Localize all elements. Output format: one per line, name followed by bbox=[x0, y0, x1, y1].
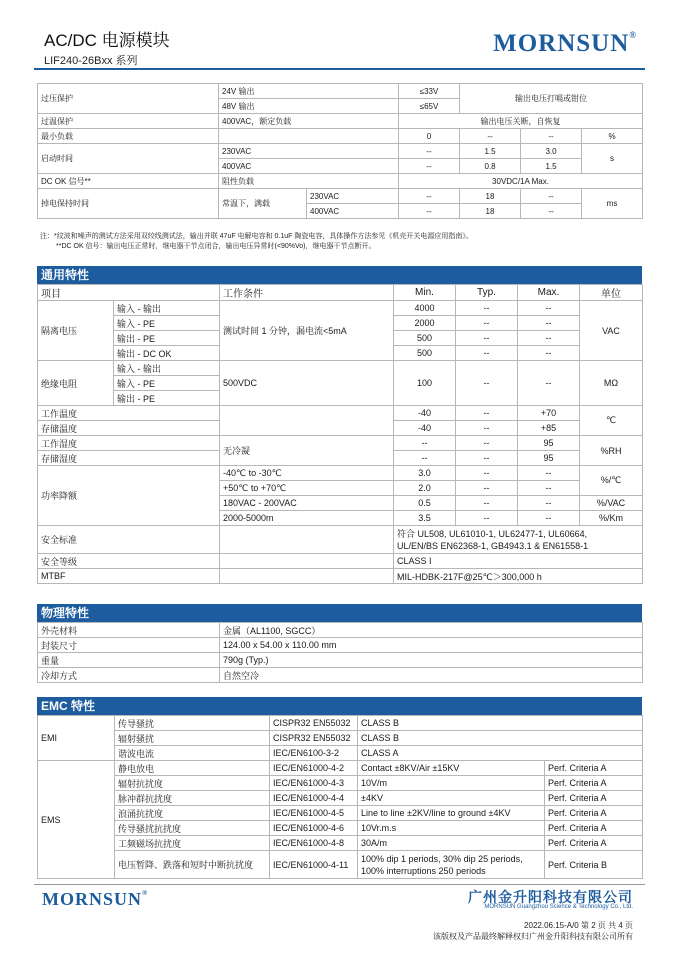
isolation-min: 4000 bbox=[394, 301, 456, 316]
isolation-min: 500 bbox=[394, 346, 456, 361]
mornsun-logo: MORNSUN® bbox=[493, 30, 637, 57]
ems-std: IEC/EN61000-4-3 bbox=[270, 776, 358, 791]
ems-criteria: Perf. Criteria A bbox=[545, 821, 643, 836]
emi-std: IEC/EN6100-3-2 bbox=[270, 746, 358, 761]
ems-level-line: 100% dip 1 periods, 30% dip 25 periods, bbox=[361, 853, 523, 864]
physical-value: 自然空冷 bbox=[220, 668, 643, 683]
hum-unit: %RH bbox=[580, 436, 643, 466]
otp-label: 过温保护 bbox=[38, 114, 219, 129]
ovp-cond-24v: 24V 输出 bbox=[219, 84, 399, 99]
ems-level bbox=[358, 851, 545, 879]
ems-item: 脉冲群抗扰度 bbox=[115, 791, 270, 806]
otp-cond: 400VAC，额定负载 bbox=[219, 114, 399, 129]
sttemp-max: +85 bbox=[518, 421, 580, 436]
holdup-230-typ: 18 bbox=[460, 189, 521, 204]
isolation-max: -- bbox=[518, 346, 580, 361]
physical-label: 封装尺寸 bbox=[38, 638, 220, 653]
startup-230-max: 3.0 bbox=[521, 144, 582, 159]
ems-criteria: Perf. Criteria A bbox=[545, 791, 643, 806]
derating-max: -- bbox=[518, 511, 580, 526]
ems-std: IEC/EN61000-4-8 bbox=[270, 836, 358, 851]
isolation-typ: -- bbox=[456, 316, 518, 331]
col-condition: 工作条件 bbox=[220, 285, 394, 301]
holdup-unit: ms bbox=[582, 189, 643, 219]
footer-company: 广州金升阳科技有限公司 bbox=[468, 889, 633, 905]
col-max: Max. bbox=[518, 285, 580, 301]
col-item: 项目 bbox=[38, 285, 220, 301]
footer-logo: MORNSUN® bbox=[42, 889, 149, 909]
startup-230-min: -- bbox=[399, 144, 460, 159]
sthum-min: -- bbox=[394, 451, 456, 466]
ems-std: IEC/EN61000-4-6 bbox=[270, 821, 358, 836]
derating-unit: %/Km bbox=[580, 511, 643, 526]
derating-min: 3.0 bbox=[394, 466, 456, 481]
holdup-400-max: -- bbox=[521, 204, 582, 219]
ems-item: 工频磁场抗扰度 bbox=[115, 836, 270, 851]
safety-line: UL/EN/BS EN62368-1, GB4943.1 & EN61558-1 bbox=[397, 540, 589, 551]
holdup-230-min: -- bbox=[399, 189, 460, 204]
physical-value: 金属（AL1100, SGCC） bbox=[220, 623, 643, 638]
ems-std: IEC/EN61000-4-5 bbox=[270, 806, 358, 821]
ems-level: Line to line ±2KV/line to ground ±4KV bbox=[358, 806, 545, 821]
col-unit: 单位 bbox=[580, 285, 643, 301]
safety-class-value: CLASS I bbox=[394, 554, 643, 569]
emi-item: 谐波电流 bbox=[115, 746, 270, 761]
startup-230-typ: 1.5 bbox=[460, 144, 521, 159]
ems-level: 10V/m bbox=[358, 776, 545, 791]
emi-level: CLASS B bbox=[358, 731, 643, 746]
ems-criteria: Perf. Criteria A bbox=[545, 776, 643, 791]
ems-level-line: 100% interruptions 250 periods bbox=[361, 865, 486, 876]
isolation-min: 500 bbox=[394, 331, 456, 346]
minload-label: 最小负载 bbox=[38, 129, 219, 144]
ovp-cond-48v: 48V 输出 bbox=[219, 99, 399, 114]
physical-label: 外壳材料 bbox=[38, 623, 220, 638]
section-physical-title: 物理特性 bbox=[37, 604, 642, 622]
derating-min: 0.5 bbox=[394, 496, 456, 511]
holdup-cond-400: 400VAC bbox=[307, 204, 399, 219]
insulation-max: -- bbox=[518, 361, 580, 406]
minload-min: 0 bbox=[399, 129, 460, 144]
derating-unit: %/℃ bbox=[580, 466, 643, 496]
startup-400-max: 1.5 bbox=[521, 159, 582, 174]
physical-table bbox=[37, 622, 643, 683]
insulation-item: 输出 - PE bbox=[114, 391, 220, 406]
footer-company-en: MORNSUN Guangzhou Science & Technology Co., Ltd. bbox=[484, 904, 633, 910]
sthum-label: 存储湿度 bbox=[38, 451, 220, 466]
startup-cond-230: 230VAC bbox=[219, 144, 399, 159]
dcok-label: DC OK 信号** bbox=[38, 174, 219, 189]
holdup-400-typ: 18 bbox=[460, 204, 521, 219]
physical-value: 790g (Typ.) bbox=[220, 653, 643, 668]
ophum-typ: -- bbox=[456, 436, 518, 451]
sthum-typ: -- bbox=[456, 451, 518, 466]
safety-cond bbox=[220, 526, 394, 554]
ems-criteria: Perf. Criteria B bbox=[545, 851, 643, 879]
emi-level: CLASS B bbox=[358, 716, 643, 731]
isolation-cond: 测试时间 1 分钟，漏电流<5mA bbox=[220, 301, 394, 361]
section-general-title: 通用特性 bbox=[37, 266, 642, 284]
ems-item: 辐射抗扰度 bbox=[115, 776, 270, 791]
temp-cond bbox=[220, 406, 394, 436]
sttemp-typ: -- bbox=[456, 421, 518, 436]
startup-400-typ: 0.8 bbox=[460, 159, 521, 174]
isolation-item: 输入 - PE bbox=[114, 316, 220, 331]
ems-criteria: Perf. Criteria A bbox=[545, 761, 643, 776]
ems-item: 浪涌抗扰度 bbox=[115, 806, 270, 821]
insulation-item: 输入 - PE bbox=[114, 376, 220, 391]
ems-level: Contact ±8KV/Air ±15KV bbox=[358, 761, 545, 776]
derating-typ: -- bbox=[456, 466, 518, 481]
mtbf-label: MTBF bbox=[38, 569, 220, 584]
emi-item: 传导骚扰 bbox=[115, 716, 270, 731]
ems-std: IEC/EN61000-4-11 bbox=[270, 851, 358, 879]
footer-divider bbox=[34, 884, 645, 885]
startup-label: 启动时间 bbox=[38, 144, 219, 174]
derating-typ: -- bbox=[456, 511, 518, 526]
isolation-max: -- bbox=[518, 316, 580, 331]
derating-cond: -40℃ to -30℃ bbox=[220, 466, 394, 481]
ems-level: 30A/m bbox=[358, 836, 545, 851]
isolation-max: -- bbox=[518, 301, 580, 316]
ems-item: 传导骚扰抗扰度 bbox=[115, 821, 270, 836]
safety-class-label: 安全等级 bbox=[38, 554, 220, 569]
isolation-typ: -- bbox=[456, 331, 518, 346]
physical-label: 冷却方式 bbox=[38, 668, 220, 683]
holdup-230-max: -- bbox=[521, 189, 582, 204]
derating-label: 功率降额 bbox=[38, 466, 220, 526]
safety-value bbox=[394, 526, 643, 554]
ophum-max: 95 bbox=[518, 436, 580, 451]
insulation-min: 100 bbox=[394, 361, 456, 406]
emi-std: CISPR32 EN55032 bbox=[270, 731, 358, 746]
isolation-item: 输出 - PE bbox=[114, 331, 220, 346]
header-divider bbox=[34, 68, 645, 70]
mtbf-value: MIL-HDBK-217F@25℃＞300,000 h bbox=[394, 569, 643, 584]
derating-max: -- bbox=[518, 466, 580, 481]
safety-line: 符合 UL508, UL61010-1, UL62477-1, UL60664, bbox=[397, 528, 588, 539]
footer-page-info: 2022.06.15-A/0 第 2 页 共 4 页 bbox=[524, 921, 633, 930]
emi-std: CISPR32 EN55032 bbox=[270, 716, 358, 731]
startup-400-min: -- bbox=[399, 159, 460, 174]
ems-criteria: Perf. Criteria A bbox=[545, 806, 643, 821]
derating-min: 3.5 bbox=[394, 511, 456, 526]
physical-value: 124.00 x 54.00 x 110.00 mm bbox=[220, 638, 643, 653]
ophum-min: -- bbox=[394, 436, 456, 451]
col-min: Min. bbox=[394, 285, 456, 301]
sthum-max: 95 bbox=[518, 451, 580, 466]
protection-table bbox=[37, 83, 643, 219]
mtbf-cond bbox=[220, 569, 394, 584]
derating-typ: -- bbox=[456, 496, 518, 511]
isolation-unit: VAC bbox=[580, 301, 643, 361]
ems-level: ±4KV bbox=[358, 791, 545, 806]
ems-item: 静电放电 bbox=[115, 761, 270, 776]
dcok-cond: 阻性负载 bbox=[219, 174, 399, 189]
isolation-item: 输出 - DC OK bbox=[114, 346, 220, 361]
col-typ: Typ. bbox=[456, 285, 518, 301]
isolation-max: -- bbox=[518, 331, 580, 346]
derating-cond: 180VAC - 200VAC bbox=[220, 496, 394, 511]
ems-criteria: Perf. Criteria A bbox=[545, 836, 643, 851]
isolation-typ: -- bbox=[456, 301, 518, 316]
otp-note: 输出电压关断，自恢复 bbox=[399, 114, 643, 129]
minload-max: -- bbox=[521, 129, 582, 144]
footer-copyright: 该版权及产品最终解释权归广州金升阳科技有限公司所有 bbox=[433, 932, 633, 941]
note-dcok: **DC OK 信号：输出电压正常时，继电器干节点闭合，输出电压异常时(<90%Vo)，继电器干节点断开。 bbox=[56, 243, 376, 250]
optemp-max: +70 bbox=[518, 406, 580, 421]
derating-max: -- bbox=[518, 481, 580, 496]
minload-unit: % bbox=[582, 129, 643, 144]
minload-cond bbox=[219, 129, 399, 144]
derating-cond: +50℃ to +70℃ bbox=[220, 481, 394, 496]
sttemp-min: -40 bbox=[394, 421, 456, 436]
emi-level: CLASS A bbox=[358, 746, 643, 761]
note-ripple: 注：*纹波和噪声的测试方法采用双绞线测试法，输出并联 47uF 电解电容和 0.1uF 陶瓷电容，具体操作方法参见《机壳开关电源应用指南》。 bbox=[40, 233, 473, 240]
dcok-value: 30VDC/1A Max. bbox=[399, 174, 643, 189]
insulation-typ: -- bbox=[456, 361, 518, 406]
derating-max: -- bbox=[518, 496, 580, 511]
startup-cond-400: 400VAC bbox=[219, 159, 399, 174]
temp-unit: ℃ bbox=[580, 406, 643, 436]
optemp-min: -40 bbox=[394, 406, 456, 421]
hum-cond: 无冷凝 bbox=[220, 436, 394, 466]
general-table bbox=[37, 284, 643, 584]
holdup-cond: 常温下，满载 bbox=[219, 189, 307, 219]
emc-table bbox=[37, 715, 643, 879]
minload-typ: -- bbox=[460, 129, 521, 144]
optemp-typ: -- bbox=[456, 406, 518, 421]
ovp-note: 输出电压打嗝或钳位 bbox=[460, 84, 643, 114]
ems-std: IEC/EN61000-4-2 bbox=[270, 761, 358, 776]
ovp-label: 过压保护 bbox=[38, 84, 219, 114]
safety-class-cond bbox=[220, 554, 394, 569]
isolation-typ: -- bbox=[456, 346, 518, 361]
derating-typ: -- bbox=[456, 481, 518, 496]
insulation-item: 输入 - 输出 bbox=[114, 361, 220, 376]
derating-cond: 2000-5000m bbox=[220, 511, 394, 526]
emi-item: 辐射骚扰 bbox=[115, 731, 270, 746]
isolation-item: 输入 - 输出 bbox=[114, 301, 220, 316]
ems-std: IEC/EN61000-4-4 bbox=[270, 791, 358, 806]
holdup-400-min: -- bbox=[399, 204, 460, 219]
physical-label: 重量 bbox=[38, 653, 220, 668]
insulation-label: 绝缘电阻 bbox=[38, 361, 114, 406]
derating-unit: %/VAC bbox=[580, 496, 643, 511]
holdup-cond-230: 230VAC bbox=[307, 189, 399, 204]
insulation-unit: MΩ bbox=[580, 361, 643, 406]
section-emc-title: EMC 特性 bbox=[37, 697, 642, 715]
ems-item: 电压暂降、跌落和短时中断抗扰度 bbox=[115, 851, 270, 879]
safety-label: 安全标准 bbox=[38, 526, 220, 554]
ems-label: EMS bbox=[38, 761, 115, 879]
insulation-cond: 500VDC bbox=[220, 361, 394, 406]
ovp-value-24v: ≤33V bbox=[399, 84, 460, 99]
startup-unit: s bbox=[582, 144, 643, 174]
derating-min: 2.0 bbox=[394, 481, 456, 496]
holdup-label: 掉电保持时间 bbox=[38, 189, 219, 219]
ovp-value-48v: ≤65V bbox=[399, 99, 460, 114]
isolation-min: 2000 bbox=[394, 316, 456, 331]
emi-label: EMI bbox=[38, 716, 115, 761]
isolation-label: 隔离电压 bbox=[38, 301, 114, 361]
doc-subtitle: LIF240-26Bxx 系列 bbox=[44, 55, 138, 67]
ems-level: 10Vr.m.s bbox=[358, 821, 545, 836]
optemp-label: 工作温度 bbox=[38, 406, 220, 421]
doc-title: AC/DC 电源模块 bbox=[44, 31, 170, 50]
ophum-label: 工作湿度 bbox=[38, 436, 220, 451]
sttemp-label: 存储温度 bbox=[38, 421, 220, 436]
